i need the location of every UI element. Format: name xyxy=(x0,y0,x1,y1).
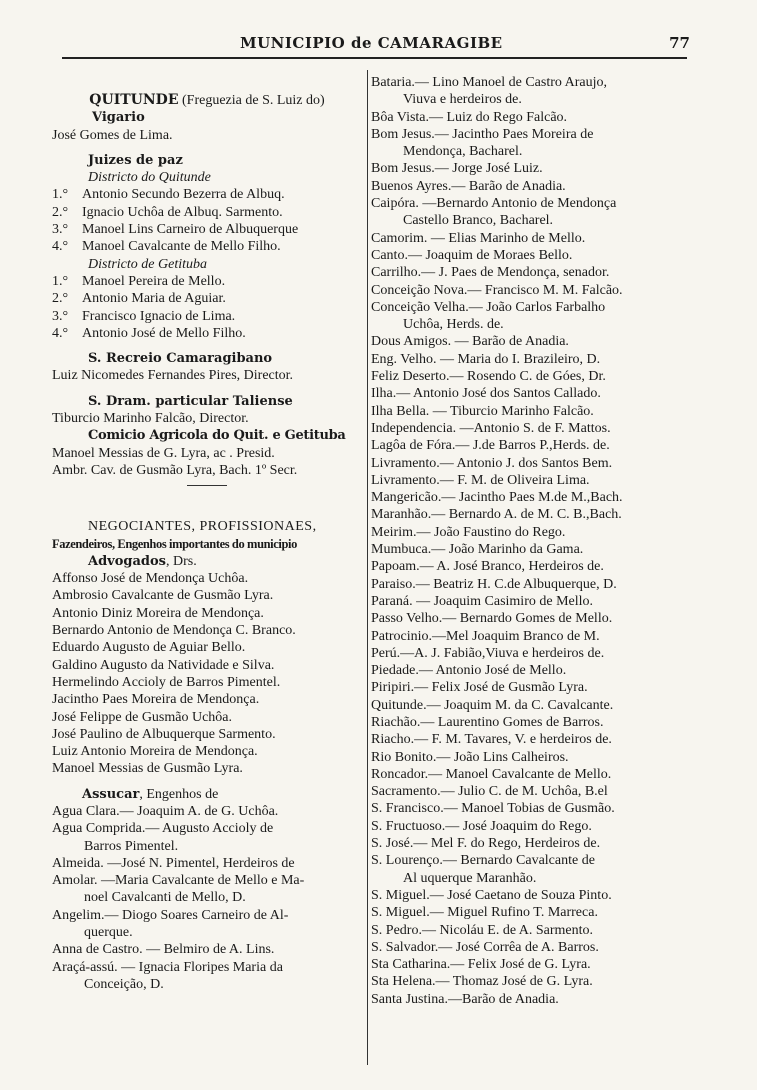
fazendeiros-heading: Fazendeiros, Engenhos importantes do municipio xyxy=(52,536,297,551)
engenho-entry: Buenos Ayres.— Barão de Anadia. xyxy=(371,178,566,194)
engenho-entry: Dous Amigos. — Barão de Anadia. xyxy=(371,334,569,350)
quitunde-heading: QUITUNDE (Freguezia de S. Luiz do) xyxy=(89,92,325,108)
list-item: Bernardo Antonio de Mendonça C. Branco. xyxy=(52,623,296,639)
judge-name: Antonio Maria de Aguiar. xyxy=(82,291,226,307)
list-item: Manoel Messias de G. Lyra, ac . Presid. xyxy=(52,445,275,461)
list-item: Ambr. Cav. de Gusmão Lyra, Bach. 1º Secr. xyxy=(52,462,298,478)
judge-number: 3.° xyxy=(52,308,69,324)
engenho-entry: S. Miguel.— Miguel Rufino T. Marreca. xyxy=(371,905,598,921)
assucar-heading: Assucar, Engenhos de xyxy=(82,786,219,802)
judge-number: 1.° xyxy=(52,187,69,203)
judges-list-quitunde xyxy=(52,186,362,255)
engenho-entry: Eng. Velho. — Maria do I. Brazileiro, D. xyxy=(371,351,601,367)
engenho-entry: Piripiri.— Felix José de Gusmão Lyra. xyxy=(371,680,588,696)
list-item: Ambrosio Cavalcante de Gusmão Lyra. xyxy=(52,588,274,604)
engenho-entry: Santa Justina.—Barão de Anadia. xyxy=(371,991,559,1007)
judge-entry xyxy=(52,204,362,221)
list-item: Affonso José de Mendonça Uchôa. xyxy=(52,571,249,587)
engenho-entry: Castello Branco, Bacharel. xyxy=(403,213,554,229)
engenho-entry: Carrilho.— J. Paes de Mendonça, senador. xyxy=(371,265,610,281)
engenho-entry: S. Miguel.— José Caetano de Souza Pinto. xyxy=(371,887,612,903)
judge-name: Francisco Ignacio de Lima. xyxy=(82,308,236,324)
judge-name: Manoel Cavalcante de Mello Filho. xyxy=(82,239,281,255)
engenho-entry: Al uquerque Maranhão. xyxy=(403,870,537,886)
engenho-entry: Livramento.— F. M. de Oliveira Lima. xyxy=(371,472,590,488)
engenho-entry: Feliz Deserto.— Rosendo C. de Góes, Dr. xyxy=(371,369,606,385)
engenho-entry: Mumbuca.— João Marinho da Gama. xyxy=(371,542,584,558)
engenho-entry: S. Lourenço.— Bernardo Cavalcante de xyxy=(371,853,595,869)
engenho-entry: Ilha Bella. — Tiburcio Marinho Falcão. xyxy=(371,403,594,419)
engenho-entry: Papoam.— A. José Branco, Herdeiros de. xyxy=(371,559,604,575)
page-header xyxy=(60,30,690,56)
engenho-entry: Araçá-assú. — Ignacia Floripes Maria da xyxy=(52,959,283,975)
engenho-entry: Bataria.— Lino Manoel de Castro Araujo, xyxy=(371,75,607,90)
engenho-entry: Ilha.— Antonio José dos Santos Callado. xyxy=(371,386,601,402)
list-item: José Felippe de Gusmão Uchôa. xyxy=(52,709,233,725)
engenho-entry: Bôa Vista.— Luiz do Rego Falcão. xyxy=(371,109,568,125)
judge-number: 1.° xyxy=(52,273,69,289)
engenho-entry: Camorim. — Elias Marinho de Mello. xyxy=(371,230,586,246)
engenho-entry: Mangericão.— Jacintho Paes M.de M.,Bach. xyxy=(371,490,623,506)
engenho-entry: Amolar. —Maria Cavalcante de Mello e Ma- xyxy=(52,873,305,889)
engenho-entry: Sta Catharina.— Felix José de G. Lyra. xyxy=(371,957,591,973)
page-title: MUNICIPIO de CAMARAGIBE xyxy=(240,34,503,52)
judge-entry xyxy=(52,221,362,238)
engenho-entry: Caipóra. —Bernardo Antonio de Mendonça xyxy=(371,196,617,212)
vigario-name: José Gomes de Lima. xyxy=(52,127,173,143)
recreio-label: S. Recreio Camaragibano xyxy=(88,351,273,367)
judge-entry xyxy=(52,325,362,342)
judge-entry xyxy=(52,290,362,307)
judge-name: Manoel Pereira de Mello. xyxy=(82,273,226,289)
judge-number: 2.° xyxy=(52,204,69,220)
engenho-entry: Viuva e herdeiros de. xyxy=(403,92,522,108)
engenhos-list-right xyxy=(371,74,686,1008)
engenho-entry: S. Fructuoso.— José Joaquim do Rego. xyxy=(371,818,592,834)
dram-text: Tiburcio Marinho Falcão, Director. xyxy=(52,411,249,427)
list-item: Eduardo Augusto de Aguiar Bello. xyxy=(52,640,246,656)
engenho-entry: Almeida. —José N. Pimentel, Herdeiros de xyxy=(52,855,295,871)
list-item: Luiz Antonio Moreira de Mendonça. xyxy=(52,744,258,760)
judge-number: 4.° xyxy=(52,325,69,341)
page-number: 77 xyxy=(669,34,690,52)
engenho-entry: Rio Bonito.— João Lins Calheiros. xyxy=(371,749,569,765)
judges-list-getituba xyxy=(52,273,362,342)
column-divider xyxy=(367,70,368,1065)
engenho-entry: Passo Velho.— Bernardo Gomes de Mello. xyxy=(371,611,613,627)
list-item: Galdino Augusto da Natividade e Silva. xyxy=(52,657,275,673)
engenho-entry: Angelim.— Diogo Soares Carneiro de Al- xyxy=(52,907,289,923)
recreio-text: Luiz Nicomedes Fernandes Pires, Director. xyxy=(52,368,294,384)
engenho-entry: Sta Helena.— Thomaz José de G. Lyra. xyxy=(371,974,593,990)
judge-name: Antonio Secundo Bezerra de Albuq. xyxy=(82,187,285,203)
engenho-entry: Patrocinio.—Mel Joaquim Branco de M. xyxy=(371,628,600,644)
engenho-entry: Canto.— Joaquim de Moraes Bello. xyxy=(371,247,573,263)
engenho-entry: Lagôa de Fóra.— J.de Barros P.,Herds. de. xyxy=(371,438,610,454)
engenhos-list-left xyxy=(52,803,362,993)
judge-number: 4.° xyxy=(52,239,69,255)
engenho-entry: Conceição Nova.— Francisco M. M. Falcão. xyxy=(371,282,623,298)
judge-entry xyxy=(52,273,362,290)
engenho-entry: Riachão.— Laurentino Gomes de Barros. xyxy=(371,714,604,730)
list-item: Antonio Diniz Moreira de Mendonça. xyxy=(52,605,264,621)
engenho-entry: Conceição, D. xyxy=(84,976,164,992)
judge-number: 2.° xyxy=(52,291,69,307)
comicio-label: Comicio Agricola do Quit. e Getituba xyxy=(88,428,346,444)
list-item: José Paulino de Albuquerque Sarmento. xyxy=(52,726,276,742)
engenho-entry: Barros Pimentel. xyxy=(84,838,179,854)
engenho-entry: querque. xyxy=(84,925,133,941)
judge-name: Manoel Lins Carneiro de Albuquerque xyxy=(82,222,299,238)
engenho-entry: Bom Jesus.— Jacintho Paes Moreira de xyxy=(371,126,594,142)
right-column xyxy=(371,74,686,1008)
engenho-entry: Agua Clara.— Joaquim A. de G. Uchôa. xyxy=(52,803,279,819)
district-quitunde: Districto do Quitunde xyxy=(88,170,211,186)
engenho-entry: Riacho.— F. M. Tavares, V. e herdeiros de. xyxy=(371,732,612,748)
engenho-entry: Paraiso.— Beatriz H. C.de Albuquerque, D. xyxy=(371,576,617,592)
engenho-entry: Sacramento.— Julio C. de M. Uchôa, B.el xyxy=(371,784,608,800)
advogados-list xyxy=(52,570,362,778)
judge-name: Ignacio Uchôa de Albuq. Sarmento. xyxy=(82,204,283,220)
negociantes-heading: NEGOCIANTES, PROFISSIONAES, xyxy=(88,519,317,535)
header-rule xyxy=(62,57,687,59)
engenho-entry: Roncador.— Manoel Cavalcante de Mello. xyxy=(371,766,612,782)
judge-number: 3.° xyxy=(52,222,69,238)
advogados-heading: Advogados, Drs. xyxy=(88,553,197,569)
engenho-entry: S. Pedro.— Nicoláu E. de A. Sarmento. xyxy=(371,922,594,938)
juizes-label: Juizes de paz xyxy=(88,152,183,168)
district-getituba: Districto de Getituba xyxy=(88,256,207,272)
judge-name: Antonio José de Mello Filho. xyxy=(82,325,246,341)
list-item: Jacintho Paes Moreira de Mendonça. xyxy=(52,692,260,708)
engenho-entry: S. José.— Mel F. do Rego, Herdeiros de. xyxy=(371,836,601,852)
engenho-entry: Agua Comprida.— Augusto Accioly de xyxy=(52,821,274,837)
list-item: Manoel Messias de Gusmão Lyra. xyxy=(52,761,243,777)
engenho-entry: Piedade.— Antonio José de Mello. xyxy=(371,663,567,679)
engenho-entry: Maranhão.— Bernardo A. de M. C. B.,Bach. xyxy=(371,507,622,523)
judge-entry xyxy=(52,186,362,203)
engenho-entry: Quitunde.— Joaquim M. da C. Cavalcante. xyxy=(371,697,614,713)
engenho-entry: Conceição Velha.— João Carlos Farbalho xyxy=(371,299,606,315)
engenho-entry: Meirim.— João Faustino do Rego. xyxy=(371,524,566,540)
list-item: Hermelindo Accioly de Barros Pimentel. xyxy=(52,674,281,690)
engenho-entry: Anna de Castro. — Belmiro de A. Lins. xyxy=(52,942,275,958)
left-column xyxy=(52,92,362,993)
engenho-entry: Bom Jesus.— Jorge José Luiz. xyxy=(371,161,543,177)
judge-entry xyxy=(52,238,362,255)
engenho-entry: Uchôa, Herds. de. xyxy=(403,317,504,333)
engenho-entry: S. Francisco.— Manoel Tobias de Gusmão. xyxy=(371,801,615,817)
comicio-lines xyxy=(52,445,362,480)
judge-entry xyxy=(52,308,362,325)
engenho-entry: noel Cavalcanti de Mello, D. xyxy=(84,890,246,906)
short-divider xyxy=(187,485,227,486)
engenho-entry: Livramento.— Antonio J. dos Santos Bem. xyxy=(371,455,613,471)
engenho-entry: Mendonça, Bacharel. xyxy=(403,144,523,160)
engenho-entry: S. Salvador.— José Corrêa de A. Barros. xyxy=(371,939,599,955)
dram-label: S. Dram. particular Taliense xyxy=(88,393,293,409)
vigario-label: Vigario xyxy=(92,110,145,126)
engenho-entry: Independencia. —Antonio S. de F. Mattos. xyxy=(371,420,611,436)
engenho-entry: Paraná. — Joaquim Casimiro de Mello. xyxy=(371,593,594,609)
engenho-entry: Perú.—A. J. Fabião,Viuva e herdeiros de. xyxy=(371,645,605,661)
